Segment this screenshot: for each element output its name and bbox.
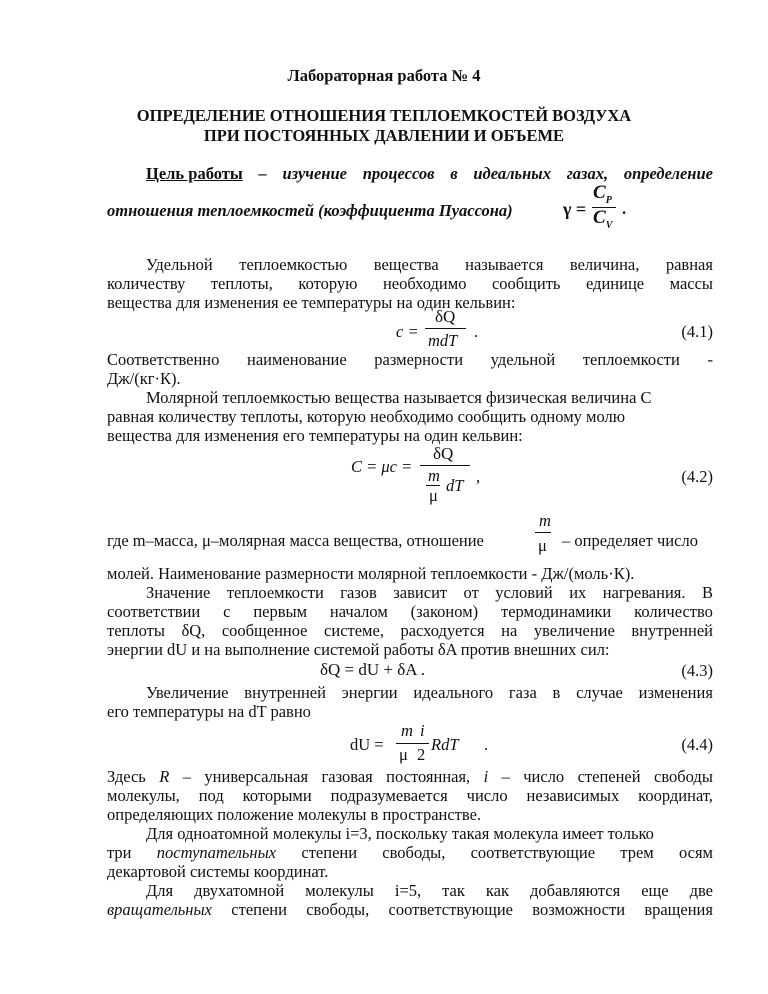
p1-line-2: количеству теплоты, которую необходимо сообщить единице массы xyxy=(107,274,713,293)
goal-line-2: отношения теплоемкостей (коэффициента Пуассона) xyxy=(107,201,513,220)
heading-line-1: ОПРЕДЕЛЕНИЕ ОТНОШЕНИЯ ТЕПЛОЕМКОСТЕЙ ВОЗДУХА xyxy=(136,106,632,125)
eq4-m: m xyxy=(401,721,413,740)
eq3-formula: δQ = dU + δA . xyxy=(320,660,426,679)
p2-line-2: Дж/(кг·К). xyxy=(107,369,181,388)
goal-dot: . xyxy=(622,199,627,218)
goal-line-1: Цель работы – изучение процессов в идеальных газах, определение xyxy=(146,164,713,183)
eq4-lhs: dU = xyxy=(350,735,384,754)
p3-line-3: вещества для изменения его температуры на один кельвин: xyxy=(107,426,523,445)
p9-line-1: Для двухатомной молекулы i=5, так как добавляются еще две xyxy=(146,881,713,900)
cp-numerator: $C_P$ xyxy=(593,182,612,206)
eq4-mu: μ xyxy=(399,745,408,764)
eq2-den-dt: dT xyxy=(446,476,464,495)
eq4-two: 2 xyxy=(417,745,426,764)
p4-line-1-tail: – определяет число xyxy=(562,531,698,550)
eq1-denominator: mdT xyxy=(428,331,458,350)
p8-line-1: Для одноатомной молекулы i=3, поскольку такая молекула имеет только xyxy=(146,824,654,843)
eq4-i: i xyxy=(420,721,425,740)
p4-frac-mu: μ xyxy=(538,536,547,555)
p7-line-1: Здесь R – универсальная газовая постоянная, i – число степеней свободы xyxy=(107,767,713,786)
eq1-fraction-bar xyxy=(425,328,466,329)
eq3-number: (4.3) xyxy=(681,661,713,680)
p8-line-3: декартовой системы координат. xyxy=(107,862,329,881)
gamma-symbol: γ = xyxy=(563,199,587,219)
p8-line-2: три поступательных степени свободы, соответствующие трем осям xyxy=(107,843,713,862)
eq4-bar-i xyxy=(415,743,429,744)
eq2-den-m: m xyxy=(428,466,440,485)
p3-line-1: Молярной теплоемкостью вещества называется физическая величина C xyxy=(146,388,652,407)
p4-line-2: молей. Наименование размерности молярной теплоемкости - Дж/(моль·К). xyxy=(107,564,635,583)
p2-line-1: Соответственно наименование размерности удельной теплоемкости - xyxy=(107,350,713,369)
p4-fraction-bar xyxy=(535,532,551,533)
p1-line-1: Удельной теплоемкостью вещества называется величина, равная xyxy=(146,255,713,274)
eq4-rdt: RdT xyxy=(431,735,459,754)
eq4-bar-m xyxy=(396,743,416,744)
p5-line-2: соответствии с первым началом (законом) термодинамики количество xyxy=(107,602,713,621)
eq2-den-mu: μ xyxy=(429,486,438,505)
eq2-lhs: C = μc = xyxy=(351,457,413,476)
p5-line-1: Значение теплоемкости газов зависит от условий их нагревания. В xyxy=(146,583,713,602)
p6-line-2: его температуры на dT равно xyxy=(107,702,311,721)
eq2-number: (4.2) xyxy=(681,467,713,486)
eq2-numerator: δQ xyxy=(433,444,454,463)
lab-title: Лабораторная работа № 4 xyxy=(287,66,481,85)
p7-line-3: определяющих положение молекулы в пространстве. xyxy=(107,805,482,824)
eq1-dot: . xyxy=(474,322,479,341)
p5-line-4: энергии dU и на выполнение системой работы δA против внешних сил: xyxy=(107,640,610,659)
goal-label: Цель работы xyxy=(146,164,243,183)
eq1-numerator: δQ xyxy=(435,307,456,326)
eq1-number: (4.1) xyxy=(681,322,713,341)
p4-frac-m: m xyxy=(539,511,551,530)
p5-line-3: теплоты δQ, сообщенное системе, расходуется на увеличение внутренней xyxy=(107,621,713,640)
cv-denominator: $C_V$ xyxy=(593,207,613,231)
p4-line-1: где m–масса, μ–молярная масса вещества, отношение xyxy=(107,531,484,550)
eq4-number: (4.4) xyxy=(681,735,713,754)
p1-line-3: вещества для изменения ее температуры на один кельвин: xyxy=(107,293,516,312)
p9-line-2: вращательных степени свободы, соответствующие возможности вращения xyxy=(107,900,713,919)
eq2-comma: , xyxy=(476,467,481,486)
eq1-lhs: c = xyxy=(396,322,419,341)
p7-line-2: молекулы, под которыми подразумевается число независимых координат, xyxy=(107,786,713,805)
p6-line-1: Увеличение внутренней энергии идеального газа в случае изменения xyxy=(146,683,713,702)
heading-line-2: ПРИ ПОСТОЯННЫХ ДАВЛЕНИИ И ОБЪЕМЕ xyxy=(203,126,565,145)
p3-line-2: равная количеству теплоты, которую необходимо сообщить одному молю xyxy=(107,407,626,426)
eq4-dot: . xyxy=(484,735,489,754)
